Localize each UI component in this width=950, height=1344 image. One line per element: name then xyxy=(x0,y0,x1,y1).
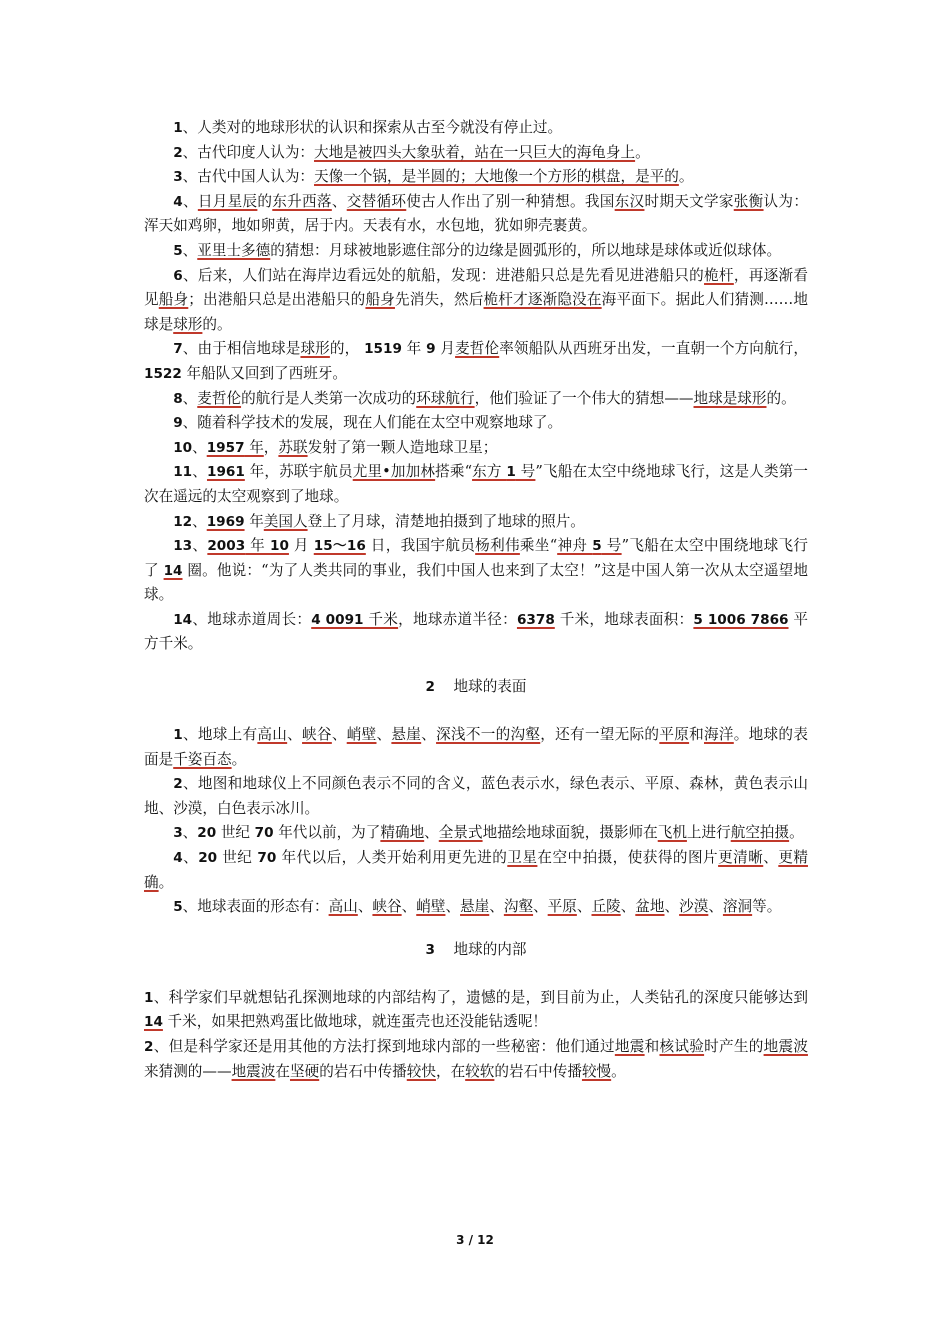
section-2 xyxy=(144,723,808,920)
underlined-key-term: 5 1006 7866 xyxy=(693,611,789,628)
underlined-key-term: 1961 xyxy=(206,464,245,481)
underlined-key-term: 海洋 xyxy=(704,726,734,744)
underlined-key-term: 2003 xyxy=(207,538,246,555)
bold-number: 8 xyxy=(173,390,183,407)
paragraph-text: ”飞船在太空中围绕地球飞行了 xyxy=(144,537,808,579)
underlined-key-term: 东升西落 xyxy=(272,192,332,210)
underlined-key-term: 1 xyxy=(506,464,516,481)
paragraph-text: 世纪 xyxy=(217,849,258,867)
underlined-key-term: 平原 xyxy=(547,898,577,916)
paragraph-text: 的岩石中传播 xyxy=(494,1062,582,1080)
underlined-key-term: 核试验 xyxy=(659,1038,705,1055)
paragraph-text: 。 xyxy=(611,1062,626,1080)
paragraph-text: 、 xyxy=(331,192,347,210)
underlined-key-term: 卫星 xyxy=(507,849,538,867)
paragraph-text: 月 xyxy=(288,537,314,555)
paragraph xyxy=(144,116,808,141)
underlined-key-term: 千米 xyxy=(363,610,399,628)
bold-number: 3 xyxy=(173,825,183,842)
underlined-key-term: 年 xyxy=(244,438,264,456)
paragraph xyxy=(144,895,808,920)
paragraph-text: 乘坐“ xyxy=(519,537,558,555)
paragraph xyxy=(144,986,808,1035)
underlined-key-term: 桅杆才逐渐隐没在 xyxy=(483,291,602,309)
paragraph-text: 、地球赤道周长： xyxy=(192,610,312,628)
paragraph xyxy=(144,239,808,264)
paragraph-text: 平方千米。 xyxy=(144,610,809,653)
underlined-key-term: 5 xyxy=(592,538,602,555)
paragraph-text: 、 xyxy=(421,726,437,744)
section-2-number: 2 xyxy=(425,679,435,696)
paragraph-text: 、 xyxy=(192,438,207,456)
bold-number: 9 xyxy=(426,341,436,358)
paragraph-text: 的。 xyxy=(766,389,796,407)
paragraph-text: 、 xyxy=(620,898,636,916)
paragraph-text: ，再逐渐看见 xyxy=(144,266,808,309)
paragraph-text: 、 xyxy=(533,898,548,916)
underlined-key-term: 悬崖 xyxy=(460,898,490,916)
paragraph-text: ；出港船只总是出港船只的 xyxy=(188,291,366,309)
paragraph-text: 日，我国宇航员 xyxy=(365,537,476,555)
paragraph xyxy=(144,460,808,509)
underlined-key-term: 航空拍摄 xyxy=(730,824,790,842)
underlined-key-term: 6378 xyxy=(516,611,555,628)
paragraph-text: 搭乘“ xyxy=(435,463,473,481)
paragraph xyxy=(144,772,808,821)
paragraph-text: 登上了月球，清楚地拍摄到了地球的照片。 xyxy=(307,512,585,530)
underlined-key-term: 神舟 xyxy=(557,537,593,555)
paragraph-text: 、 xyxy=(331,726,347,744)
paragraph-text: 年代以后，人类开始利用更先进的 xyxy=(276,849,508,867)
underlined-key-term: 平原 xyxy=(659,726,690,744)
paragraph-text: 、人类对的地球形状的认识和探索从古至今就没有停止过。 xyxy=(182,119,563,136)
paragraph-text: 地描绘地球面貌，摄影师在 xyxy=(482,824,658,842)
section-3-title: 地球的内部 xyxy=(453,940,527,958)
underlined-key-term: 地震波 xyxy=(231,1062,276,1080)
underlined-key-term: 峡谷 xyxy=(302,726,332,744)
paragraph-text: 、 xyxy=(357,898,373,916)
paragraph-text: ，地球赤道半径： xyxy=(398,610,517,628)
underlined-key-term: 丘陵 xyxy=(591,898,621,916)
underlined-key-term: 全景式 xyxy=(438,824,483,842)
underlined-key-term: 尤里•加加林 xyxy=(352,463,436,481)
paragraph-text: 、地球上有 xyxy=(182,726,258,744)
underlined-key-term: 飞机 xyxy=(657,824,687,842)
bold-number: 20 xyxy=(197,825,217,842)
underlined-key-term: 东汉 xyxy=(614,192,645,210)
paragraph-text: 率领船队从西班牙出发，一直朝一个方向航行， xyxy=(499,340,808,358)
underlined-key-term: 地震波 xyxy=(763,1038,808,1055)
underlined-key-term: 高山 xyxy=(257,726,288,744)
paragraph-text: 、随着科学技术的发展，现在人们能在太空中观察地球了。 xyxy=(182,414,563,432)
bold-number: 6 xyxy=(173,267,183,284)
underlined-key-term: 环球航行 xyxy=(416,389,475,407)
paragraph-text: 在 xyxy=(275,1062,290,1080)
underlined-key-term: 1957 xyxy=(206,439,245,456)
paragraph-text: 和 xyxy=(644,1038,660,1055)
bold-number: 2 xyxy=(144,1039,154,1055)
paragraph xyxy=(144,723,808,772)
underlined-key-term: 麦哲伦 xyxy=(197,389,242,407)
paragraph-text: 的。 xyxy=(202,315,232,333)
paragraph-text: 、由于相信地球是 xyxy=(182,340,301,358)
underlined-key-term: 盆地 xyxy=(635,898,665,916)
paragraph xyxy=(144,264,808,338)
underlined-key-term: 沟壑 xyxy=(503,898,534,916)
paragraph xyxy=(144,436,808,461)
underlined-key-term: 沙漠 xyxy=(679,898,709,916)
bold-number: 12 xyxy=(173,513,193,530)
bold-number: 1 xyxy=(173,120,183,136)
underlined-key-term: 峭壁 xyxy=(346,726,377,744)
paragraph-text: 、但是科学家还是用其他的方法打探到地球内部的一些秘密：他们通过 xyxy=(153,1038,615,1055)
underlined-key-term: 交替循环 xyxy=(346,192,407,210)
underlined-key-term: 号 xyxy=(515,463,536,481)
paragraph-text: 年 xyxy=(401,340,427,358)
bold-number: 5 xyxy=(173,242,183,259)
bold-number: 3 xyxy=(173,169,183,186)
bold-number: 70 xyxy=(254,825,274,842)
underlined-key-term: 大地是被四头大象驮着，站在一只巨大的海龟身上 xyxy=(314,143,636,161)
paragraph-text: 、 xyxy=(182,241,198,259)
paragraph-text: 。 xyxy=(789,824,804,842)
underlined-key-term: 坚硬 xyxy=(289,1062,320,1080)
underlined-key-term: 10 xyxy=(270,538,289,555)
paragraph-text: 。 xyxy=(678,168,694,186)
paragraph xyxy=(144,411,808,436)
paragraph-text: 千米，地球表面积： xyxy=(554,610,694,628)
paragraph-text: 千米，如果把熟鸡蛋比做地球，就连蛋壳也还没能钻透呢！ xyxy=(162,1013,548,1031)
paragraph-text: 、 xyxy=(287,726,303,744)
bold-number: 70 xyxy=(257,850,277,867)
section-3-heading xyxy=(144,938,808,962)
paragraph-text: 在空中拍摄，使获得的图片 xyxy=(537,849,719,867)
page-number: 3 / 12 xyxy=(456,1233,494,1247)
section-3-number: 3 xyxy=(425,941,435,958)
section-3 xyxy=(144,986,808,1084)
underlined-key-term: 15～16 xyxy=(313,538,366,555)
paragraph-text: ”飞船在太空中绕地球飞行，这是人类第一次在遥远的太空观察到了地球。 xyxy=(144,463,809,505)
underlined-key-term: 地球是球形 xyxy=(693,389,767,407)
bold-number: 20 xyxy=(198,850,218,867)
paragraph-text: 的岩石中传播 xyxy=(319,1062,407,1080)
underlined-key-term: 更清晰 xyxy=(718,849,764,867)
underlined-key-term: 亚里士多德 xyxy=(197,241,271,259)
underlined-key-term: 桅杆 xyxy=(704,266,734,284)
paragraph xyxy=(144,387,808,412)
paragraph-text: 年，苏联宇航员 xyxy=(244,463,353,481)
paragraph-text: 、后来，人们站在海岸边看远处的航船，发现：进港船只总是先看见进港船只的 xyxy=(182,266,705,284)
underlined-key-term: 1969 xyxy=(206,513,245,530)
underlined-key-term: 日月星辰 xyxy=(197,192,258,210)
underlined-key-term: 苏联 xyxy=(278,438,308,456)
underlined-key-term: 较慢 xyxy=(581,1062,612,1080)
paragraph-text: 来猜测的—— xyxy=(144,1062,232,1080)
bold-number: 5 xyxy=(173,899,183,916)
bold-number: 1 xyxy=(144,989,154,1006)
bold-number: 2 xyxy=(173,144,183,161)
underlined-key-term: 峭壁 xyxy=(416,898,446,916)
paragraph-text: 发射了第一颗人造地球卫星； xyxy=(307,438,498,456)
paragraph-text: 。 xyxy=(231,750,247,768)
underlined-key-term: 精确地 xyxy=(380,824,425,842)
underlined-key-term: 地震 xyxy=(614,1038,645,1055)
underlined-key-term: 东方 xyxy=(472,463,507,481)
bold-number: 1 xyxy=(173,727,183,744)
paragraph-text: 、 xyxy=(182,824,198,842)
paragraph xyxy=(144,821,808,846)
underlined-key-term: 美国人 xyxy=(263,512,308,530)
underlined-key-term: 高山 xyxy=(328,898,358,916)
section-1 xyxy=(144,116,808,657)
paragraph-text: 和 xyxy=(689,726,704,744)
bold-number: 2 xyxy=(173,776,183,793)
paragraph-text: 、 xyxy=(182,192,198,210)
underlined-key-term: 14 xyxy=(163,562,183,579)
underlined-key-term: 4 0091 xyxy=(311,611,364,628)
underlined-key-term: 千姿百态 xyxy=(173,750,232,768)
paragraph xyxy=(144,534,808,608)
paragraph-text: 的 xyxy=(257,192,273,210)
paragraph-text: 认为：浑天如鸡卵，地如卵黄，居于内。天表有水，水包地，犹如卵壳裹黄。 xyxy=(144,192,808,235)
paragraph xyxy=(144,608,808,657)
paragraph-text: 。地球的表面是 xyxy=(144,726,808,768)
paragraph-text: 、科学家们早就想钻孔探测地球的内部结构了，遗憾的是，到目前为止，人类钻孔的深度只能够达到 xyxy=(153,988,808,1006)
paragraph-text: 的航行是人类第一次成功的 xyxy=(241,389,417,407)
paragraph-text: 、地球表面的形态有： xyxy=(182,898,329,916)
paragraph-text: 的， xyxy=(329,340,365,358)
bold-number: 1522 xyxy=(144,365,182,382)
paragraph xyxy=(144,1035,808,1084)
underlined-key-term: 溶洞 xyxy=(722,898,753,916)
underlined-key-term: 杨利伟 xyxy=(475,537,520,555)
paragraph-text: 等。 xyxy=(752,898,782,916)
underlined-key-term: 麦哲伦 xyxy=(455,340,500,358)
paragraph-text: 、 xyxy=(489,898,504,916)
page-content xyxy=(144,116,808,1084)
section-2-title: 地球的表面 xyxy=(453,678,527,696)
paragraph-text: 、 xyxy=(708,898,723,916)
paragraph-text: 、古代印度人认为： xyxy=(182,143,315,161)
paragraph-text: ，在 xyxy=(435,1062,466,1080)
underlined-key-term: 峡谷 xyxy=(372,898,402,916)
paragraph-text: 、 xyxy=(445,898,461,916)
paragraph-text: 年 xyxy=(244,512,264,530)
paragraph xyxy=(144,141,808,166)
underlined-key-term: 球形 xyxy=(173,315,203,333)
paragraph-text: 上进行 xyxy=(686,824,731,842)
paragraph-text: 、 xyxy=(664,898,680,916)
underlined-key-term: 天像一个锅，是半圆的；大地像一个方形的棋盘，是平的 xyxy=(314,168,679,186)
paragraph-text: 、地图和地球仪上不同颜色表示不同的含义，蓝色表示水，绿色表示、平原、森林，黄色表示山地、沙漠，白色表示冰川。 xyxy=(144,775,808,817)
paragraph-text: 月 xyxy=(435,340,456,358)
underlined-key-term: 张衡 xyxy=(733,192,764,210)
bold-number: 9 xyxy=(173,415,183,432)
paragraph-text: 时期天文学家 xyxy=(644,192,734,210)
paragraph-text: ，他们验证了一个伟大的猜想—— xyxy=(474,389,694,407)
paragraph-text: 、 xyxy=(401,898,417,916)
paragraph xyxy=(144,165,808,190)
paragraph xyxy=(144,190,808,239)
paragraph-text: 、 xyxy=(376,726,392,744)
paragraph-text: 使古人作出了别一种猜想。我国 xyxy=(406,192,615,210)
underlined-key-term: 深浅不一的沟壑 xyxy=(436,726,541,744)
paragraph xyxy=(144,510,808,535)
bold-number: 4 xyxy=(173,850,183,867)
underlined-key-term: 较快 xyxy=(406,1062,436,1080)
bold-number: 7 xyxy=(173,341,183,358)
paragraph-text: 年船队又回到了西班牙。 xyxy=(181,364,348,382)
bold-number: 4 xyxy=(173,193,183,210)
bold-number: 1519 xyxy=(364,341,402,358)
paragraph-text: 、古代中国人认为： xyxy=(182,168,315,186)
paragraph-text: 、 xyxy=(192,537,208,555)
bold-number: 14 xyxy=(173,611,193,628)
paragraph xyxy=(144,337,808,386)
paragraph-text: 海平面下。据此人们猜测……地球是 xyxy=(144,291,808,333)
paragraph-text: 。 xyxy=(635,143,650,161)
underlined-key-term: 球形 xyxy=(300,340,330,358)
bold-number: 10 xyxy=(173,439,193,456)
bold-number: 11 xyxy=(173,464,193,481)
paragraph-text: 先消失，然后 xyxy=(394,291,484,309)
section-2-heading xyxy=(144,675,808,699)
paragraph-text: 。 xyxy=(158,873,174,891)
underlined-key-term: 年 xyxy=(245,537,271,555)
paragraph-text: 、 xyxy=(576,898,592,916)
underlined-key-term: 14 xyxy=(144,1014,163,1031)
bold-number: 13 xyxy=(173,538,193,555)
paragraph-text: ，还有一望无际的 xyxy=(540,726,660,744)
underlined-key-term: 悬崖 xyxy=(391,726,422,744)
paragraph-text: 的猜想：月球被地影遮住部分的边缘是圆弧形的，所以地球是球体或近似球体。 xyxy=(270,241,782,259)
underlined-key-term: 更精确 xyxy=(144,849,808,891)
paragraph-text: ， xyxy=(263,438,279,456)
underlined-key-term: 较软 xyxy=(465,1062,495,1080)
paragraph-text: 时产生的 xyxy=(704,1038,764,1055)
paragraph-text: 年代以前，为了 xyxy=(273,824,381,842)
underlined-key-term: 号 xyxy=(601,537,622,555)
paragraph-text: 圈。他说：“为了人类共同的事业，我们中国人也来到了太空！”这是中国人第一次从太空遥望地球。 xyxy=(144,561,808,604)
paragraph-text: 世纪 xyxy=(216,824,255,842)
paragraph-text: 、 xyxy=(182,389,198,407)
paragraph-text: 、 xyxy=(182,849,199,867)
paragraph-text: 、 xyxy=(424,824,439,842)
paragraph-text: 、 xyxy=(763,849,779,867)
underlined-key-term: 船身 xyxy=(365,291,395,309)
paragraph-text: 、 xyxy=(192,463,207,481)
paragraph xyxy=(144,846,808,895)
paragraph-text: 、 xyxy=(192,512,207,530)
underlined-key-term: 船身 xyxy=(158,291,189,309)
